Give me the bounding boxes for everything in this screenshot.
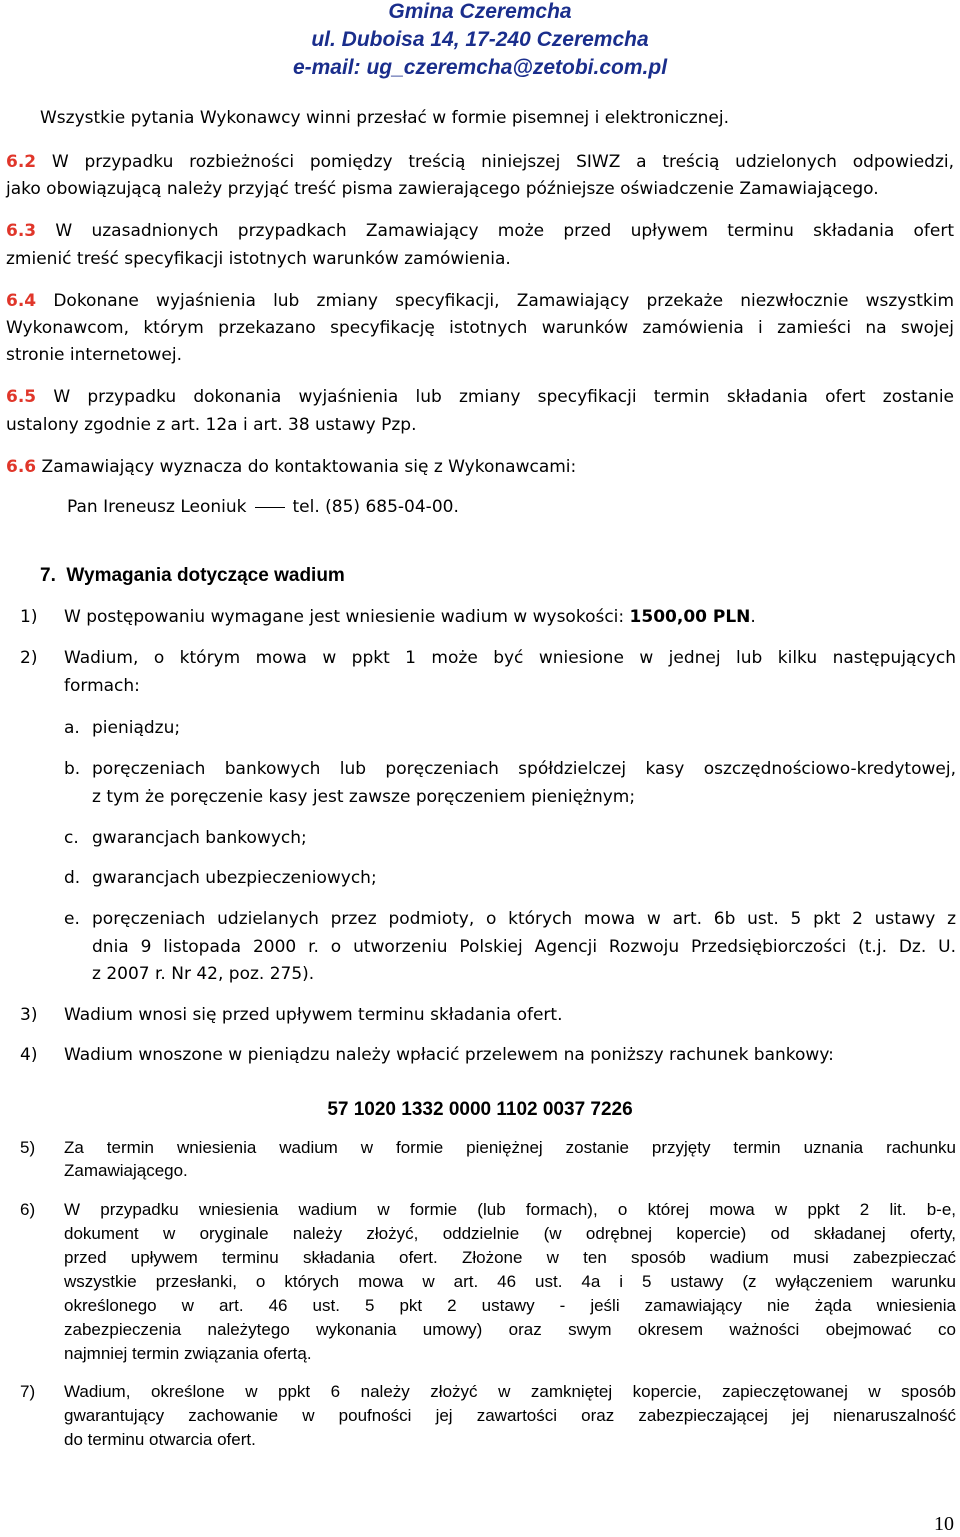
section-6-5-line2: ustalony zgodnie z art. 12a i art. 38 ustawy Pzp. bbox=[6, 415, 417, 435]
contact-name: Pan Ireneusz Leoniuk bbox=[67, 497, 247, 517]
page-number: 10 bbox=[934, 1513, 954, 1535]
point-3-text: Wadium wnosi się przed upływem terminu składania ofert. bbox=[64, 1005, 563, 1025]
point-4-number: 4) bbox=[20, 1045, 38, 1065]
item-d-text: gwarancjach ubezpieczeniowych; bbox=[92, 868, 377, 888]
point-4-text: Wadium wnoszone w pieniądzu należy wpłacić przelewem na poniższy rachunek bankowy: bbox=[64, 1045, 834, 1065]
section-6-6-line1: 6.6 Zamawiający wyznacza do kontaktowania się z Wykonawcami: bbox=[6, 457, 577, 477]
contact-line bbox=[67, 495, 459, 519]
point-6-line4: wszystkie przesłanki, o których mowa w art. 46 ust. 4a i 5 ustawy (z wyłączeniem warunku bbox=[64, 1272, 956, 1291]
point-1-number: 1) bbox=[20, 607, 38, 627]
item-e-line1: poręczeniach udzielanych przez podmioty, o których mowa w art. 6b ust. 5 pkt 2 ustawy z bbox=[92, 909, 956, 929]
point-7-number: 7) bbox=[20, 1382, 36, 1401]
section-6-4-line2: Wykonawcom, którym przekazano specyfikację istotnych warunków zamówienia i zamieści na swojej bbox=[6, 318, 954, 338]
section-6-2-line2: jako obowiązującą należy przyjąć treść pisma zawierającego późniejsze oświadczenie Zamawiającego. bbox=[6, 179, 879, 199]
bank-account-number: 57 1020 1332 0000 1102 0037 7226 bbox=[327, 1099, 633, 1120]
wadium-amount: 1500,00 PLN bbox=[629, 607, 751, 627]
contact-phone: tel. (85) 685-04-00. bbox=[292, 497, 459, 517]
section-6-3-line2: zmienić treść specyfikacji istotnych warunków zamówienia. bbox=[6, 249, 511, 269]
dash-separator bbox=[255, 507, 285, 508]
item-e-line3: z 2007 r. Nr 42, poz. 275). bbox=[92, 964, 315, 984]
point-7-line1: Wadium, określone w ppkt 6 należy złożyć w zamkniętej kopercie, zapieczętowanej w sposób bbox=[64, 1382, 956, 1401]
point-3-number: 3) bbox=[20, 1005, 38, 1025]
point-6-line1: W przypadku wniesienia wadium w formie (lub formach), o której mowa w ppkt 2 lit. b-e, bbox=[64, 1200, 956, 1219]
section-6-4-line1: 6.4 Dokonane wyjaśnienia lub zmiany specyfikacji, Zamawiający przekaże niezwłocznie wszystkim bbox=[6, 291, 955, 311]
section-6-3-line1: 6.3 W uzasadnionych przypadkach Zamawiający może przed upływem terminu składania ofert bbox=[6, 221, 954, 241]
item-c-text: gwarancjach bankowych; bbox=[92, 828, 307, 848]
section-6-2-line1: 6.2 W przypadku rozbieżności pomiędzy treścią niniejszej SIWZ a treścią udzielonych odpowiedzi, bbox=[6, 152, 955, 172]
header-email: e-mail: ug_czeremcha@zetobi.com.pl bbox=[292, 56, 668, 79]
point-7-line2: gwarantujący zachowanie w poufności jej zawartości oraz zabezpieczającej jej nienaruszalność bbox=[64, 1406, 956, 1425]
item-b-letter: b. bbox=[64, 759, 81, 779]
point-5-number: 5) bbox=[20, 1138, 36, 1157]
point-2-line2: formach: bbox=[64, 676, 140, 696]
header-org: Gmina Czeremcha bbox=[388, 0, 572, 23]
item-b-line2: z tym że poręczenie kasy jest zawsze poręczeniem pieniężnym; bbox=[92, 787, 636, 807]
item-e-line2: dnia 9 listopada 2000 r. o utworzeniu Polskiej Agencji Rozwoju Przedsiębiorczości (t.j. Dz. U. bbox=[92, 937, 956, 957]
section-6-4-line3: stronie internetowej. bbox=[6, 345, 183, 365]
item-a-text: pieniądzu; bbox=[92, 718, 181, 738]
intro-text: Wszystkie pytania Wykonawcy winni przesłać w formie pisemnej i elektronicznej. bbox=[40, 108, 729, 128]
point-5-line1: Za termin wniesienia wadium w formie pieniężnej zostanie przyjęty termin uznania rachunku bbox=[64, 1138, 956, 1157]
section-6-5-line1: 6.5 W przypadku dokonania wyjaśnienia lub zmiany specyfikacji termin składania ofert zostanie bbox=[6, 387, 954, 407]
point-5-line2: Zamawiającego. bbox=[64, 1161, 188, 1180]
point-2-number: 2) bbox=[20, 648, 38, 668]
item-b-line1: poręczeniach bankowych lub poręczeniach spółdzielczej kasy oszczędnościowo-kredytowej, bbox=[92, 759, 956, 779]
item-c-letter: c. bbox=[64, 828, 79, 848]
point-1-text: W postępowaniu wymagane jest wniesienie wadium w wysokości: 1500,00 PLN. bbox=[64, 607, 756, 627]
point-7-line3: do terminu otwarcia ofert. bbox=[64, 1430, 256, 1449]
point-6-line2: dokument w oryginale należy złożyć, oddzielnie (w odrębnej kopercie) od składanej oferty, bbox=[64, 1224, 956, 1243]
point-6-line7: najmniej termin związania ofertą. bbox=[64, 1344, 312, 1363]
item-a-letter: a. bbox=[64, 718, 80, 738]
point-6-line5: określonego w art. 46 ust. 5 pkt 2 ustawy - jeśli zamawiający nie żąda wniesienia bbox=[64, 1296, 956, 1315]
point-2-line1: Wadium, o którym mowa w ppkt 1 może być wniesione w jednej lub kilku następujących bbox=[64, 648, 956, 668]
item-d-letter: d. bbox=[64, 868, 81, 888]
point-6-number: 6) bbox=[20, 1200, 36, 1219]
item-e-letter: e. bbox=[64, 909, 80, 929]
header-address: ul. Duboisa 14, 17-240 Czeremcha bbox=[311, 28, 649, 51]
point-6-line3: przed upływem terminu składania ofert. Złożone w ten sposób wadium musi zabezpieczać bbox=[64, 1248, 956, 1267]
section-7-heading: 7. Wymagania dotyczące wadium bbox=[40, 565, 345, 586]
point-6-line6: zabezpieczenia należytego wykonania umowy) oraz swym okresem ważności obejmować co bbox=[64, 1320, 956, 1339]
